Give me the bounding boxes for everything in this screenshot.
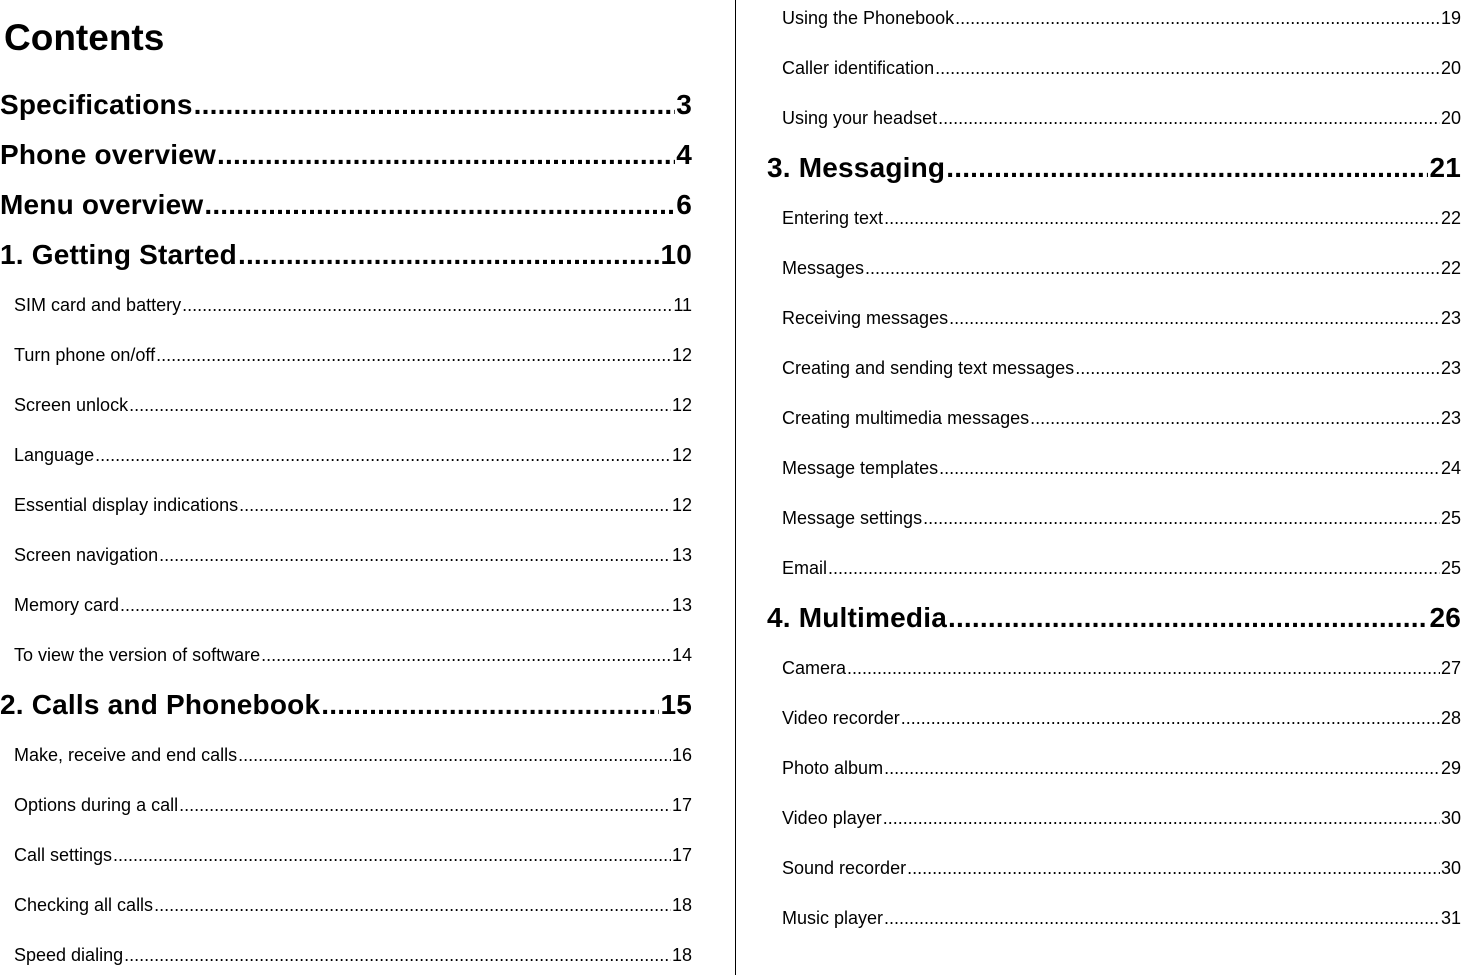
toc-section-entry[interactable] [782,293,1461,343]
toc-section-entry[interactable] [782,93,1461,143]
toc-page-number: 20 [1440,58,1461,78]
toc-page-number: 10 [660,239,692,270]
toc-entry-label: 3. Messaging [767,152,946,183]
toc-entry-label: Music player [782,908,884,928]
toc-leader-dots [113,830,671,880]
toc-entry-label: Messages [782,258,865,278]
toc-page-number: 14 [671,645,692,665]
toc-page-number: 25 [1440,508,1461,528]
toc-leader-dots [1075,343,1440,393]
toc-leader-dots [955,0,1440,43]
toc-entry-label: Receiving messages [782,308,949,328]
toc-entry-label: Make, receive and end calls [14,745,238,765]
toc-page-number: 23 [1440,358,1461,378]
toc-section-entry[interactable] [782,0,1461,43]
toc-chapter-entry[interactable] [0,130,692,180]
toc-leader-dots [238,730,671,780]
toc-entry-label: Creating multimedia messages [782,408,1030,428]
toc-section-entry[interactable] [782,893,1461,943]
toc-leader-dots [182,280,672,330]
toc-entry-label: Screen navigation [14,545,159,565]
toc-entry-label: 2. Calls and Phonebook [0,689,321,720]
toc-section-entry[interactable] [782,543,1461,593]
toc-leader-dots [883,793,1440,843]
toc-entry-label: Using your headset [782,108,938,128]
toc-leader-dots [946,143,1428,193]
toc-leader-dots [847,643,1440,693]
toc-page-number: 24 [1440,458,1461,478]
toc-leader-dots [865,243,1440,293]
toc-entry-label: 4. Multimedia [767,602,947,633]
toc-section-entry[interactable] [782,843,1461,893]
toc-page-number: 18 [671,945,692,965]
toc-leader-dots [901,693,1440,743]
toc-section-entry[interactable] [782,443,1461,493]
toc-entry-label: Using the Phonebook [782,8,955,28]
toc-leader-dots [217,130,675,180]
toc-section-entry[interactable] [782,493,1461,543]
toc-leader-dots [261,630,671,680]
toc-leader-dots [923,493,1440,543]
toc-leader-dots [884,893,1440,943]
toc-section-entry[interactable] [14,930,692,980]
toc-section-entry[interactable] [14,330,692,380]
toc-section-entry[interactable] [782,743,1461,793]
toc-entry-label: Photo album [782,758,884,778]
toc-leader-dots [120,580,671,630]
toc-page-number: 12 [671,445,692,465]
toc-page-number: 20 [1440,108,1461,128]
toc-section-entry[interactable] [782,243,1461,293]
toc-entry-label: Email [782,558,828,578]
toc-page-number: 28 [1440,708,1461,728]
toc-page-number: 31 [1440,908,1461,928]
toc-entry-label: Creating and sending text messages [782,358,1075,378]
toc-chapter-entry[interactable] [767,593,1461,643]
toc-leader-dots [907,843,1440,893]
toc-page-number: 13 [671,545,692,565]
toc-page-number: 26 [1429,602,1461,633]
toc-leader-dots [828,543,1440,593]
toc-page-number: 22 [1440,208,1461,228]
toc-section-entry[interactable] [14,580,692,630]
toc-chapter-entry[interactable] [0,230,692,280]
toc-section-entry[interactable] [782,393,1461,443]
toc-section-entry[interactable] [14,830,692,880]
toc-chapter-entry[interactable] [767,143,1461,193]
toc-entry-label: Entering text [782,208,884,228]
toc-page-number: 15 [660,689,692,720]
toc-page-number: 12 [671,495,692,515]
toc-section-entry[interactable] [14,730,692,780]
toc-section-entry[interactable] [14,280,692,330]
toc-leader-dots [884,743,1440,793]
toc-page-number: 29 [1440,758,1461,778]
toc-entry-label: Checking all calls [14,895,154,915]
toc-page-number: 4 [676,139,692,170]
toc-entry-label: Menu overview [0,189,204,220]
toc-section-entry[interactable] [14,530,692,580]
toc-leader-dots [938,93,1440,143]
toc-page-number: 13 [671,595,692,615]
toc-leader-dots [321,680,659,730]
toc-leader-dots [159,530,671,580]
toc-entry-label: Video recorder [782,708,900,728]
toc-page-number: 18 [671,895,692,915]
toc-entry-label: Speed dialing [14,945,124,965]
toc-page-number: 6 [676,189,692,220]
toc-chapter-entry[interactable] [0,180,692,230]
toc-entry-label: SIM card and battery [14,295,182,315]
toc-entry-label: Video player [782,808,882,828]
toc-page-number: 23 [1440,308,1461,328]
toc-entry-label: Essential display indications [14,495,239,515]
toc-leader-dots [95,430,671,480]
toc-section-entry[interactable] [14,780,692,830]
toc-section-entry[interactable] [782,693,1461,743]
toc-page-number: 23 [1440,408,1461,428]
toc-section-entry[interactable] [14,880,692,930]
page-title: Contents [4,17,165,58]
toc-entry-label: Turn phone on/off [14,345,156,365]
toc-entry-label: Message templates [782,458,939,478]
toc-entry-label: Camera [782,658,847,678]
toc-leader-dots [1030,393,1440,443]
toc-page-number: 12 [671,395,692,415]
toc-page-number: 27 [1440,658,1461,678]
toc-entry-label: Message settings [782,508,923,528]
toc-entry-label: 1. Getting Started [0,239,237,270]
toc-leader-dots [204,180,675,230]
toc-entry-label: Memory card [14,595,120,615]
toc-page-number: 21 [1429,152,1461,183]
toc-page-number: 17 [671,795,692,815]
toc-entry-label: Call settings [14,845,113,865]
toc-leader-dots [949,293,1440,343]
right-page [736,0,1461,975]
toc-leader-dots [935,43,1440,93]
toc-page-number: 11 [673,295,692,315]
toc-chapter-entry[interactable] [0,680,692,730]
toc-section-entry[interactable] [782,193,1461,243]
toc-entry-label: Options during a call [14,795,179,815]
toc-entry-label: Language [14,445,95,465]
toc-entry-label: Screen unlock [14,395,129,415]
toc-leader-dots [194,80,676,130]
toc-leader-dots [156,330,671,380]
toc-leader-dots [948,593,1428,643]
toc-page-number: 30 [1440,808,1461,828]
toc-page-number: 22 [1440,258,1461,278]
toc-leader-dots [238,230,659,280]
toc-leader-dots [884,193,1440,243]
toc-section-entry[interactable] [14,380,692,430]
toc-leader-dots [124,930,671,980]
toc-section-entry[interactable] [782,43,1461,93]
toc-section-entry[interactable] [782,793,1461,843]
toc-section-entry[interactable] [14,480,692,530]
toc-chapter-entry[interactable] [0,80,692,130]
toc-leader-dots [179,780,671,830]
toc-leader-dots [154,880,671,930]
toc-leader-dots [129,380,671,430]
toc-section-entry[interactable] [14,630,692,680]
toc-page-number: 19 [1440,8,1461,28]
toc-entry-label: Specifications [0,89,193,120]
toc-section-entry[interactable] [782,643,1461,693]
toc-entry-label: Sound recorder [782,858,907,878]
toc-section-entry[interactable] [782,343,1461,393]
toc-page-number: 16 [671,745,692,765]
toc-entry-label: To view the version of software [14,645,261,665]
toc-entry-label: Caller identification [782,58,935,78]
toc-page-number: 17 [671,845,692,865]
toc-section-entry[interactable] [14,430,692,480]
toc-entry-label: Phone overview [0,139,216,170]
toc-leader-dots [939,443,1440,493]
toc-leader-dots [239,480,671,530]
toc-page-number: 3 [676,89,692,120]
toc-page-number: 30 [1440,858,1461,878]
toc-page-number: 12 [671,345,692,365]
toc-page-number: 25 [1440,558,1461,578]
